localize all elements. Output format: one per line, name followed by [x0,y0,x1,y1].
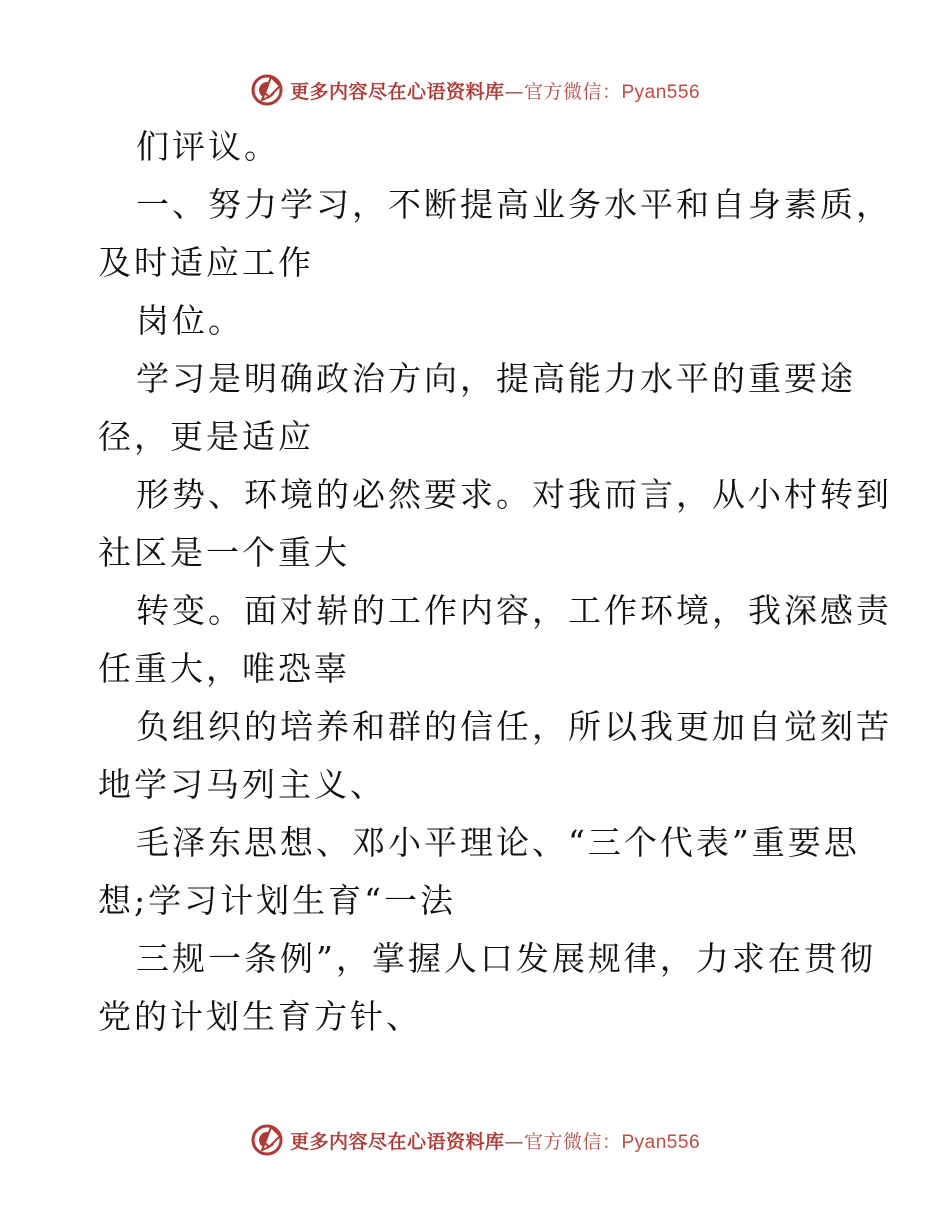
document-body [98,118,892,1046]
text-line: 任重大，唯恐辜 [98,649,350,688]
text-line: 党的计划生育方针、 [98,997,422,1036]
text-line: 形势、环境的必然要求。对我而言，从小村转到 [136,475,892,514]
watermark-separator: — [504,80,524,103]
watermark-wechat-id: Pyan556 [621,1131,701,1153]
watermark-wechat-id: Pyan556 [621,81,701,103]
watermark-site-text: 更多内容尽在心语资料库 [289,80,505,103]
text-line: 转变。面对崭的工作内容，工作环境，我深感责 [136,591,892,630]
header-watermark [0,70,950,110]
text-line: 三规一条例”，掌握人口发展规律，力求在贯彻 [136,939,876,978]
text-line: 们评议。 [136,127,280,166]
text-line: 及时适应工作 [98,243,314,282]
text-line: 径，更是适应 [98,417,314,456]
text-line: 地学习马列主义、 [98,765,386,804]
text-line: 岗位。 [136,301,244,340]
watermark-wechat-label: 官方微信： [523,80,622,103]
watermark-wechat-label: 官方微信： [523,1130,622,1153]
pen-logo-icon [250,1123,284,1157]
text-line: 学习是明确政治方向，提高能力水平的重要途 [136,359,856,398]
watermark-text [290,77,700,104]
footer-watermark [0,1120,950,1160]
watermark-site-text: 更多内容尽在心语资料库 [289,1130,505,1153]
watermark-text [290,1127,700,1154]
text-line: 想;学习计划生育“一法 [98,881,456,920]
text-line: 毛泽东思想、邓小平理论、“三个代表”重要思 [136,823,860,862]
text-line: 社区是一个重大 [98,533,350,572]
text-line: 一、努力学习，不断提高业务水平和自身素质， [136,185,892,224]
pen-logo-icon [250,73,284,107]
watermark-separator: — [504,1130,524,1153]
text-line: 负组织的培养和群的信任，所以我更加自觉刻苦 [136,707,892,746]
